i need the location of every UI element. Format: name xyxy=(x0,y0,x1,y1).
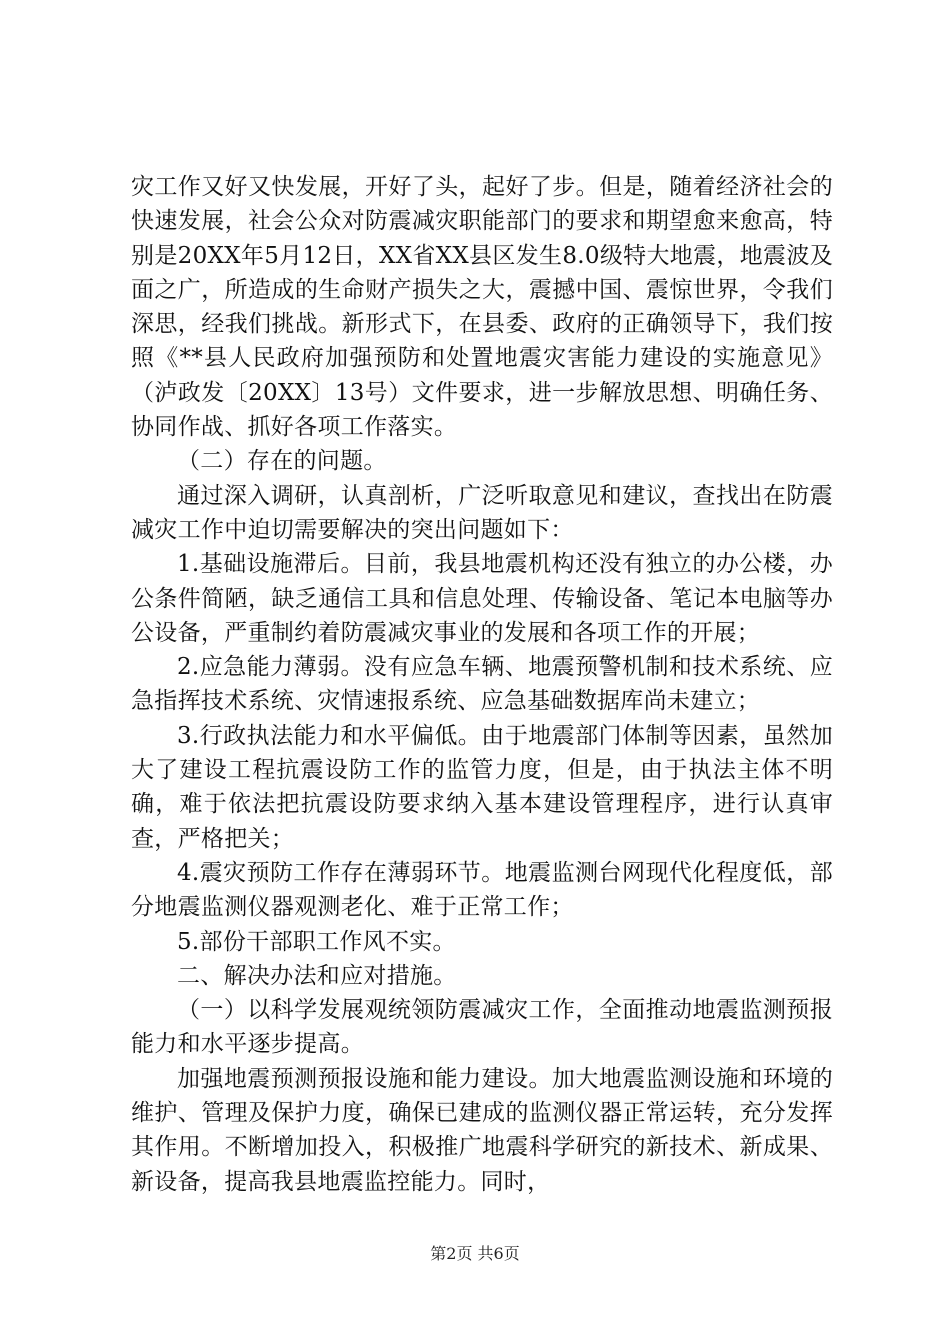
problem-item-5: 5.部份干部职工作风不实。 xyxy=(177,928,456,955)
page-footer: 第2页 共6页 xyxy=(430,1244,520,1263)
paragraph-intro-problems: 通过深入调研，认真剖析，广泛听取意见和建议，查找出在防震减灾工作中迫切需要解决的突出问题如下： xyxy=(131,482,833,543)
problem-item-2: 2.应急能力薄弱。没有应急车辆、地震预警机制和技术系统、应急指挥技术系统、灾情速报系统、应急基础数据库尚未建立； xyxy=(131,654,833,715)
subsection-heading-1: （一）以科学发展观统领防震减灾工作，全面推动地震监测预报能力和水平逐步提高。 xyxy=(131,997,833,1058)
paragraph-monitoring: 加强地震预测预报设施和能力建设。加大地震监测设施和环境的维护、管理及保护力度，确保已建成的监测仪器正常运转，充分发挥其作用。不断增加投入，积极推广地震科学研究的新技术、新成果、新设备，提高我县地震监控能力。同时， xyxy=(131,1065,833,1195)
problem-item-3: 3.行政执法能力和水平偏低。由于地震部门体制等因素，虽然加大了建设工程抗震设防工作的监管力度，但是，由于执法主体不明确，难于依法把抗震设防要求纳入基本建设管理程序，进行认真审查，严格把关； xyxy=(131,722,833,852)
section-heading-problems: （二）存在的问题。 xyxy=(177,448,387,475)
paragraph-continuation: 灾工作又好又快发展，开好了头，起好了步。但是，随着经济社会的快速发展，社会公众对防震减灾职能部门的要求和期望愈来愈高，特别是20XX年5月12日，XX省XX县区发生8.0级特大地震，地震波及面之广，所造成的生命财产损失之大，震撼中国、震惊世界，令我们深思，经我们挑战。新形式下，在县委、政府的正确领导下，我们按照《**县人民政府加强预防和处置地震灾害能力建设的实施意见》（泸政发〔20XX〕13号）文件要求，进一步解放思想、明确任务、协同作战、抓好各项工作落实。 xyxy=(131,174,833,441)
problem-item-4: 4.震灾预防工作存在薄弱环节。地震监测台网现代化程度低，部分地震监测仪器观测老化、难于正常工作； xyxy=(131,859,833,921)
problem-item-1: 1.基础设施滞后。目前，我县地震机构还没有独立的办公楼，办公条件简陋，缺乏通信工具和信息处理、传输设备、笔记本电脑等办公设备，严重制约着防震减灾事业的发展和各项工作的开展； xyxy=(131,551,833,646)
section-heading-solutions: 二、解决办法和应对措施。 xyxy=(177,962,457,989)
document-body xyxy=(131,170,833,1199)
